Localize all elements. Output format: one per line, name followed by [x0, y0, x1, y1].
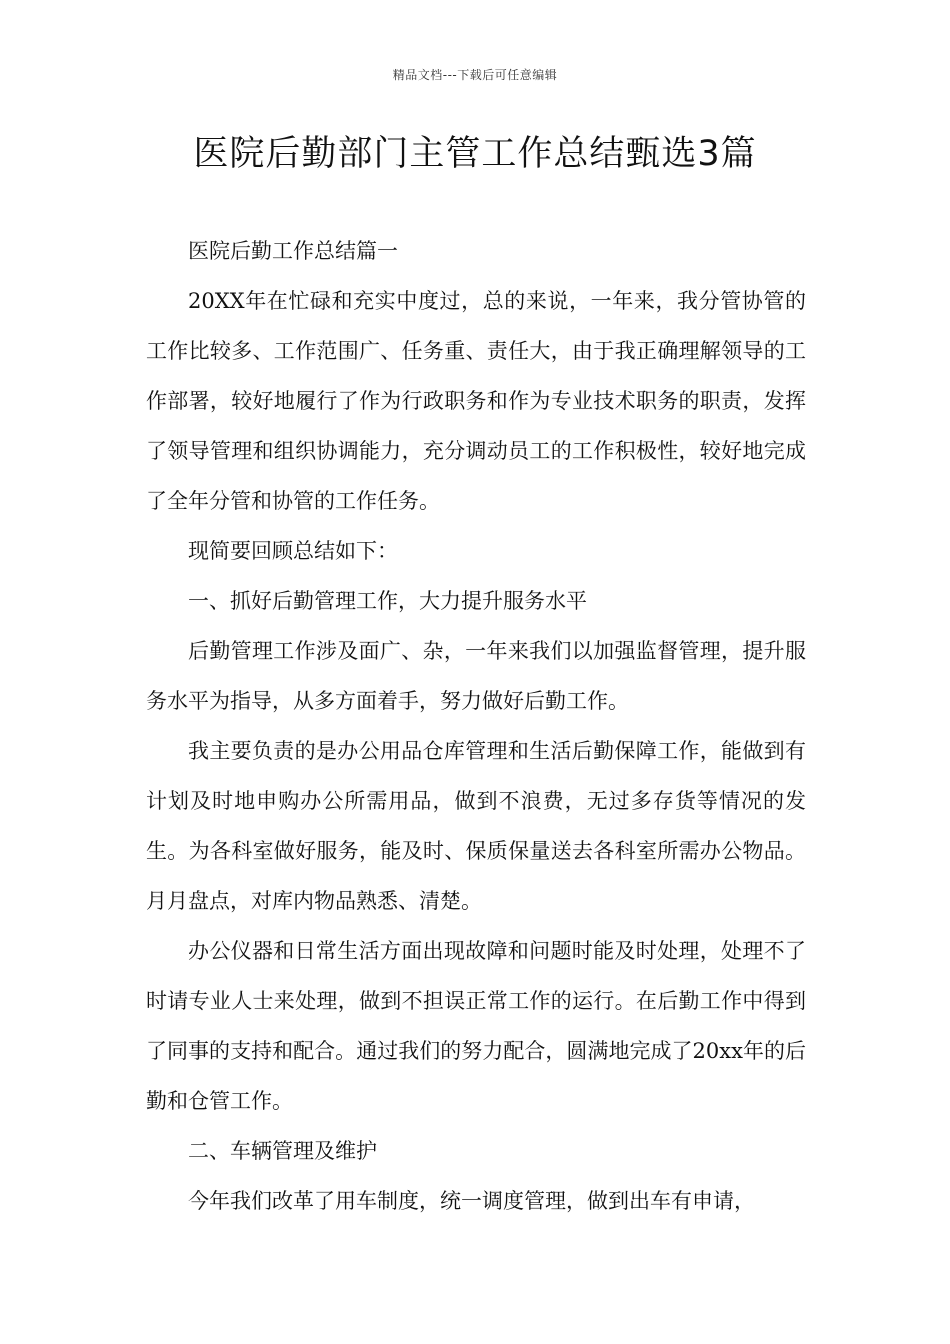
paragraph: 今年我们改革了用车制度，统一调度管理，做到出车有申请，	[188, 1189, 755, 1213]
header-note: 精品文档---下载后可任意编辑	[392, 68, 558, 82]
section-heading: 二、车辆管理及维护	[188, 1139, 377, 1163]
document-body	[146, 226, 806, 1226]
paragraph: 我主要负责的是办公用品仓库管理和生活后勤保障工作，能做到有计划及时地申购办公所需用品，做到不浪费，无过多存货等情况的发生。为各科室做好服务，能及时、保质保量送去各科室所需办公物品。月月盘点，对库内物品熟悉、清楚。	[146, 739, 806, 913]
paragraph: 后勤管理工作涉及面广、杂，一年来我们以加强监督管理，提升服务水平为指导，从多方面着手，努力做好后勤工作。	[146, 639, 806, 713]
document-title: 医院后勤部门主管工作总结甄选3篇	[193, 134, 757, 174]
paragraph: 现简要回顾总结如下：	[188, 539, 398, 563]
paragraph: 20XX年在忙碌和充实中度过，总的来说，一年来，我分管协管的工作比较多、工作范围广、任务重、责任大，由于我正确理解领导的工作部署，较好地履行了作为行政职务和作为专业技术职务的职责，发挥了领导管理和组织协调能力，充分调动员工的工作积极性，较好地完成了全年分管和协管的工作任务。	[146, 289, 806, 513]
section-heading: 一、抓好后勤管理工作，大力提升服务水平	[188, 589, 587, 613]
section-heading: 医院后勤工作总结篇一	[188, 239, 398, 263]
paragraph: 办公仪器和日常生活方面出现故障和问题时能及时处理，处理不了时请专业人士来处理，做到不担误正常工作的运行。在后勤工作中得到了同事的支持和配合。通过我们的努力配合，圆满地完成了20xx年的后勤和仓管工作。	[146, 939, 806, 1113]
